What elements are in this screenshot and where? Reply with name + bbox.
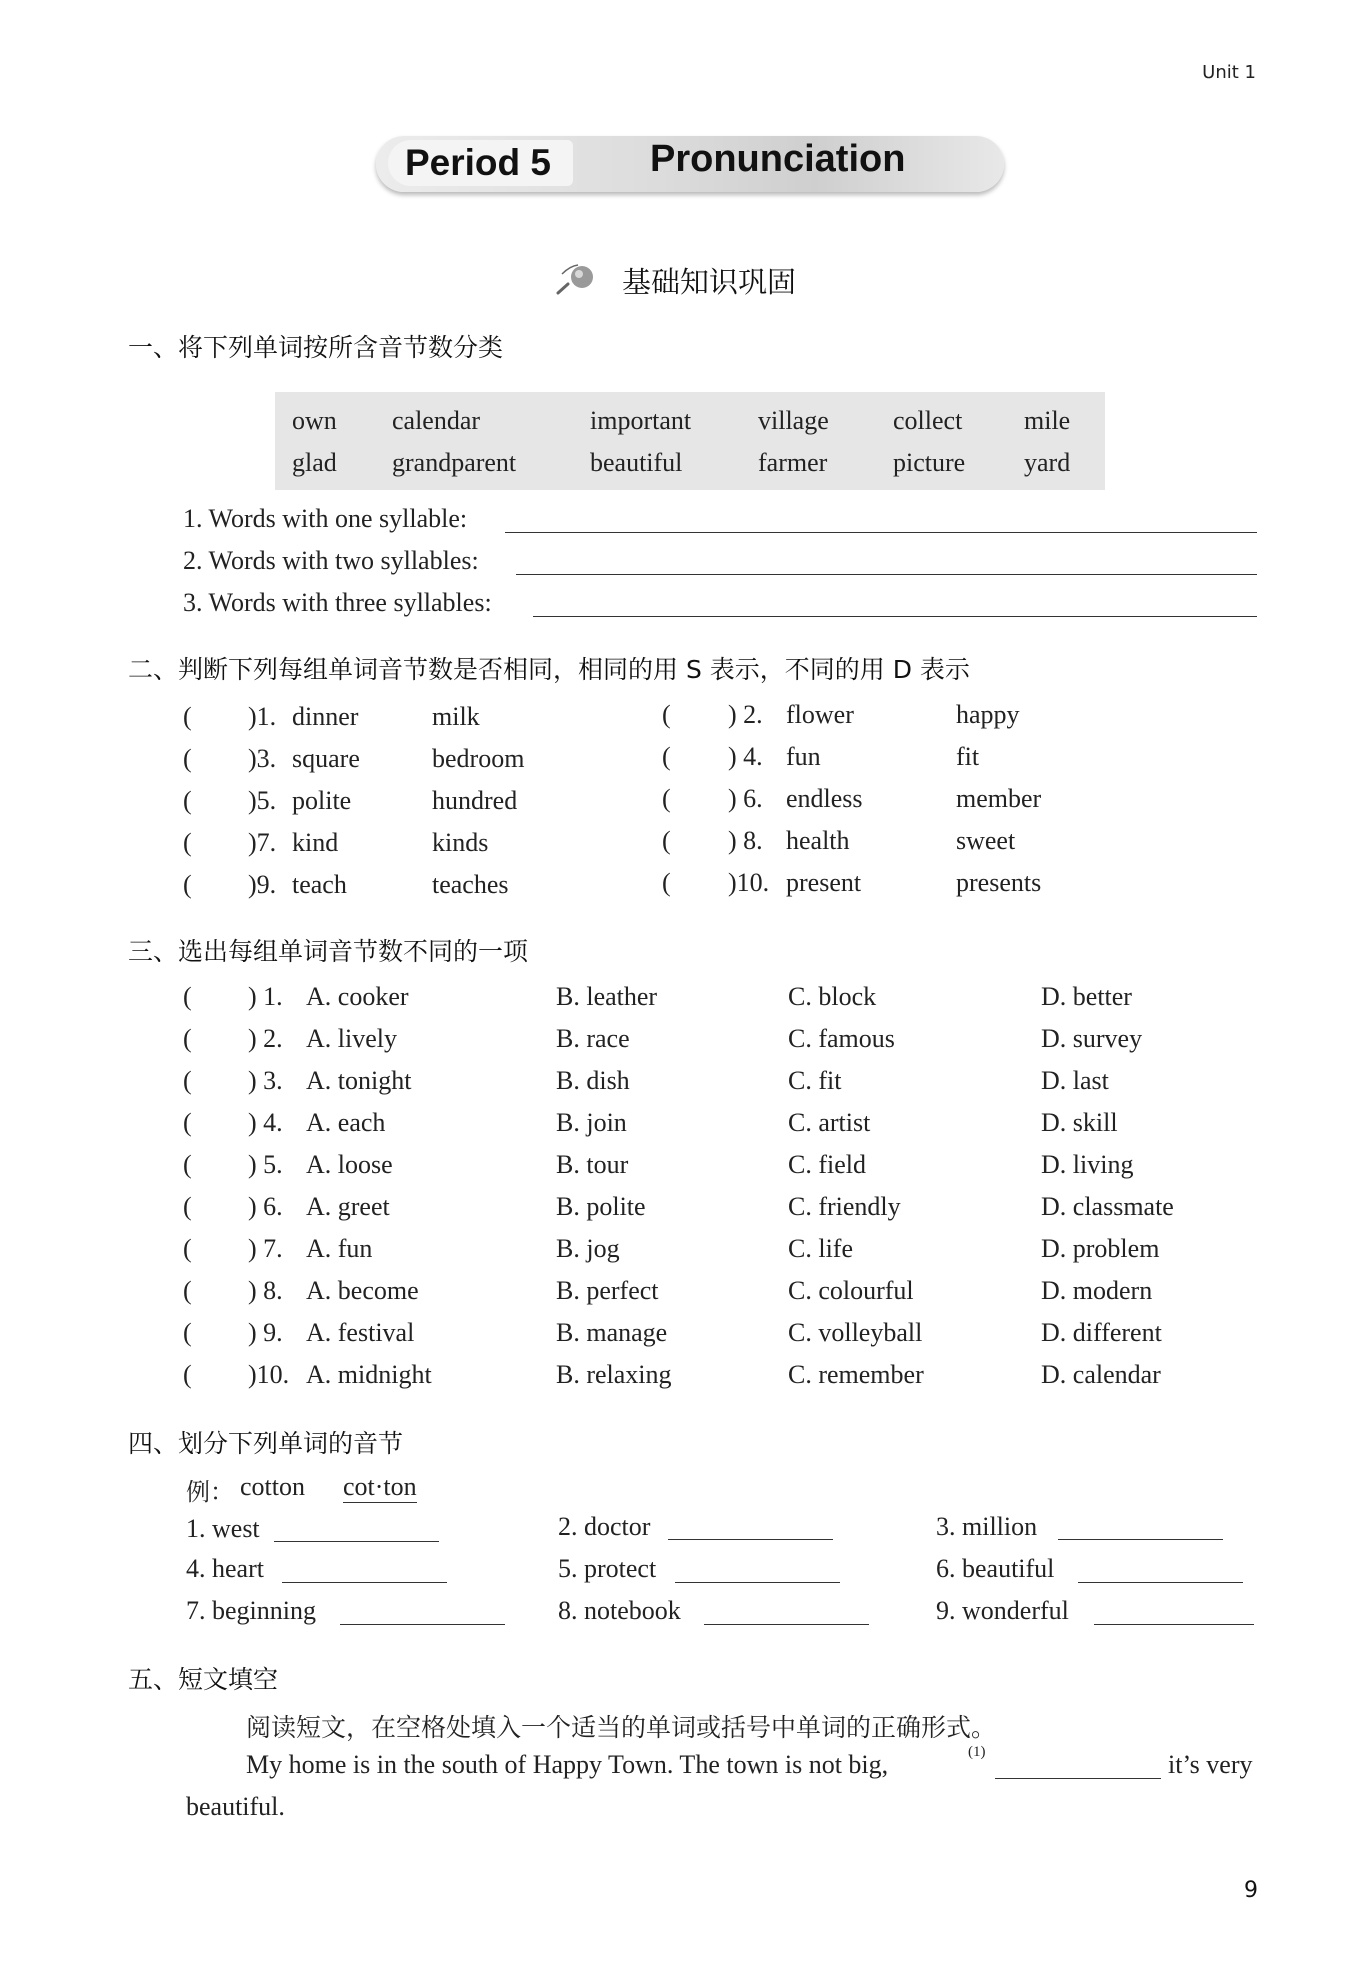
item-number: ) 4. [728,742,763,771]
option-d: D. classmate [1041,1192,1174,1221]
page-title: Pronunciation [650,138,906,180]
answer-bracket[interactable]: ( [183,1024,192,1053]
answer-line[interactable] [1094,1624,1254,1625]
option-d: D. survey [1041,1024,1143,1053]
option-a: A. lively [306,1024,397,1053]
answer-bracket[interactable]: ( [662,868,671,897]
item-number: ) 8. [248,1276,283,1305]
answer-bracket[interactable]: ( [183,1108,192,1137]
item-number: ) 3. [248,1066,283,1095]
word-b: presents [956,868,1042,897]
divide-item: 5. protect [558,1554,657,1583]
answer-bracket[interactable]: ( [183,1150,192,1179]
word-item: village [758,406,829,435]
option-d: D. different [1041,1318,1162,1347]
word-a: fun [786,742,821,771]
example-label: 例： [186,1478,234,1506]
answer-bracket[interactable]: ( [183,828,192,857]
passage-text: My home is in the south of Happy Town. The town is not big, [246,1750,889,1779]
option-c: C. block [788,982,877,1011]
option-a: A. become [306,1276,419,1305]
passage-blank[interactable] [995,1778,1161,1779]
option-b: B. dish [556,1066,630,1095]
answer-line[interactable] [505,532,1257,533]
option-c: C. volleyball [788,1318,923,1347]
item-number: ) 2. [728,700,763,729]
option-c: C. famous [788,1024,895,1053]
option-d: D. skill [1041,1108,1118,1137]
item-number: ) 2. [248,1024,283,1053]
answer-line[interactable] [274,1541,439,1542]
option-b: B. tour [556,1150,629,1179]
word-b: member [956,784,1042,813]
word-item: picture [893,448,966,477]
item-number: )7. [248,828,277,857]
item-number: ) 4. [248,1108,283,1137]
option-c: C. artist [788,1108,871,1137]
option-b: B. leather [556,982,658,1011]
item-number: ) 6. [248,1192,283,1221]
option-d: D. last [1041,1066,1109,1095]
word-item: grandparent [392,448,517,477]
item-number: ) 7. [248,1234,283,1263]
blank-marker: (1) [968,1744,986,1760]
answer-bracket[interactable]: ( [183,870,192,899]
option-a: A. loose [306,1150,393,1179]
option-a: A. festival [306,1318,415,1347]
option-d: D. better [1041,982,1132,1011]
item-number: ) 5. [248,1150,283,1179]
word-a: flower [786,700,854,729]
divide-item: 7. beginning [186,1596,316,1625]
item-number: )10. [248,1360,290,1389]
word-b: teaches [432,870,509,899]
part5-instruction: 阅读短文，在空格处填入一个适当的单词或括号中单词的正确形式。 [246,1713,997,1742]
answer-bracket[interactable]: ( [183,1192,192,1221]
page-number: 9 [1244,1878,1258,1903]
option-c: C. remember [788,1360,924,1389]
answer-bracket[interactable]: ( [183,982,192,1011]
part4-heading: 四、划分下列单词的音节 [128,1429,404,1458]
item-number: ) 8. [728,826,763,855]
item-number: ) 9. [248,1318,283,1347]
passage-text: it’s very [1168,1750,1253,1779]
example-word: cotton [240,1472,305,1501]
word-item: own [292,406,337,435]
option-a: A. cooker [306,982,409,1011]
word-a: polite [292,786,352,815]
option-a: A. tonight [306,1066,412,1095]
item-number: )9. [248,870,277,899]
word-b: hundred [432,786,518,815]
answer-line[interactable] [1058,1539,1223,1540]
answer-bracket[interactable]: ( [183,1318,192,1347]
unit-label: Unit 1 [1202,62,1256,83]
option-b: B. polite [556,1192,646,1221]
word-b: fit [956,742,980,771]
syllable-prompt: 1. Words with one syllable: [183,504,468,533]
answer-bracket[interactable]: ( [183,702,192,731]
word-a: teach [292,870,347,899]
word-b: kinds [432,828,489,857]
item-number: )1. [248,702,277,731]
option-d: D. problem [1041,1234,1160,1263]
period-label: Period 5 [405,142,551,183]
part2-heading: 二、判断下列每组单词音节数是否相同，相同的用 S 表示，不同的用 D 表示 [128,655,970,684]
magnifier-icon [556,262,598,296]
answer-bracket[interactable]: ( [183,744,192,773]
word-b: bedroom [432,744,525,773]
item-number: )5. [248,786,277,815]
option-d: D. living [1041,1150,1134,1179]
answer-bracket[interactable]: ( [662,826,671,855]
option-b: B. perfect [556,1276,659,1305]
word-a: endless [786,784,863,813]
part1-heading: 一、将下列单词按所含音节数分类 [128,333,504,362]
option-c: C. field [788,1150,866,1179]
answer-bracket[interactable]: ( [662,784,671,813]
word-a: health [786,826,850,855]
option-b: B. race [556,1024,630,1053]
item-number: )10. [728,868,770,897]
option-b: B. jog [556,1234,620,1263]
option-c: C. colourful [788,1276,914,1305]
answer-line[interactable] [533,616,1257,617]
answer-bracket[interactable]: ( [183,1066,192,1095]
option-c: C. fit [788,1066,842,1095]
answer-line[interactable] [282,1582,447,1583]
option-b: B. join [556,1108,627,1137]
word-item: farmer [758,448,828,477]
answer-line[interactable] [668,1539,833,1540]
divide-item: 4. heart [186,1554,264,1583]
word-a: dinner [292,702,359,731]
option-a: A. midnight [306,1360,432,1389]
option-a: A. greet [306,1192,390,1221]
word-a: present [786,868,862,897]
option-c: C. life [788,1234,853,1263]
word-item: calendar [392,406,481,435]
word-b: happy [956,700,1020,729]
option-d: D. modern [1041,1276,1153,1305]
divide-item: 9. wonderful [936,1596,1069,1625]
part5-heading: 五、短文填空 [128,1665,279,1694]
option-a: A. fun [306,1234,373,1263]
item-number: ) 6. [728,784,763,813]
word-item: important [590,406,692,435]
passage-text: beautiful. [186,1792,285,1821]
word-item: beautiful [590,448,683,477]
divide-item: 8. notebook [558,1596,681,1625]
option-b: B. relaxing [556,1360,672,1389]
word-item: yard [1024,448,1071,477]
word-a: square [292,744,360,773]
answer-line[interactable] [704,1624,869,1625]
word-a: kind [292,828,339,857]
word-b: sweet [956,826,1016,855]
answer-line[interactable] [1078,1582,1243,1583]
divide-item: 3. million [936,1512,1038,1541]
answer-line[interactable] [340,1624,505,1625]
option-b: B. manage [556,1318,668,1347]
syllable-prompt: 2. Words with two syllables: [183,546,479,575]
part3-heading: 三、选出每组单词音节数不同的一项 [128,937,529,966]
example-answer: cot·ton [343,1472,417,1501]
section-title: 基础知识巩固 [622,265,797,299]
divide-item: 6. beautiful [936,1554,1055,1583]
option-a: A. each [306,1108,386,1137]
answer-bracket[interactable]: ( [183,1360,192,1389]
item-number: )3. [248,744,277,773]
word-b: milk [432,702,480,731]
divide-item: 2. doctor [558,1512,651,1541]
answer-bracket[interactable]: ( [183,1234,192,1263]
answer-line[interactable] [675,1582,840,1583]
word-item: mile [1024,406,1071,435]
answer-bracket[interactable]: ( [662,742,671,771]
option-d: D. calendar [1041,1360,1161,1389]
item-number: ) 1. [248,982,283,1011]
answer-bracket[interactable]: ( [183,786,192,815]
answer-bracket[interactable]: ( [183,1276,192,1305]
divide-item: 1. west [186,1514,260,1543]
word-item: glad [292,448,337,477]
answer-bracket[interactable]: ( [662,700,671,729]
answer-line[interactable] [516,574,1257,575]
syllable-prompt: 3. Words with three syllables: [183,588,492,617]
word-item: collect [893,406,963,435]
option-c: C. friendly [788,1192,901,1221]
